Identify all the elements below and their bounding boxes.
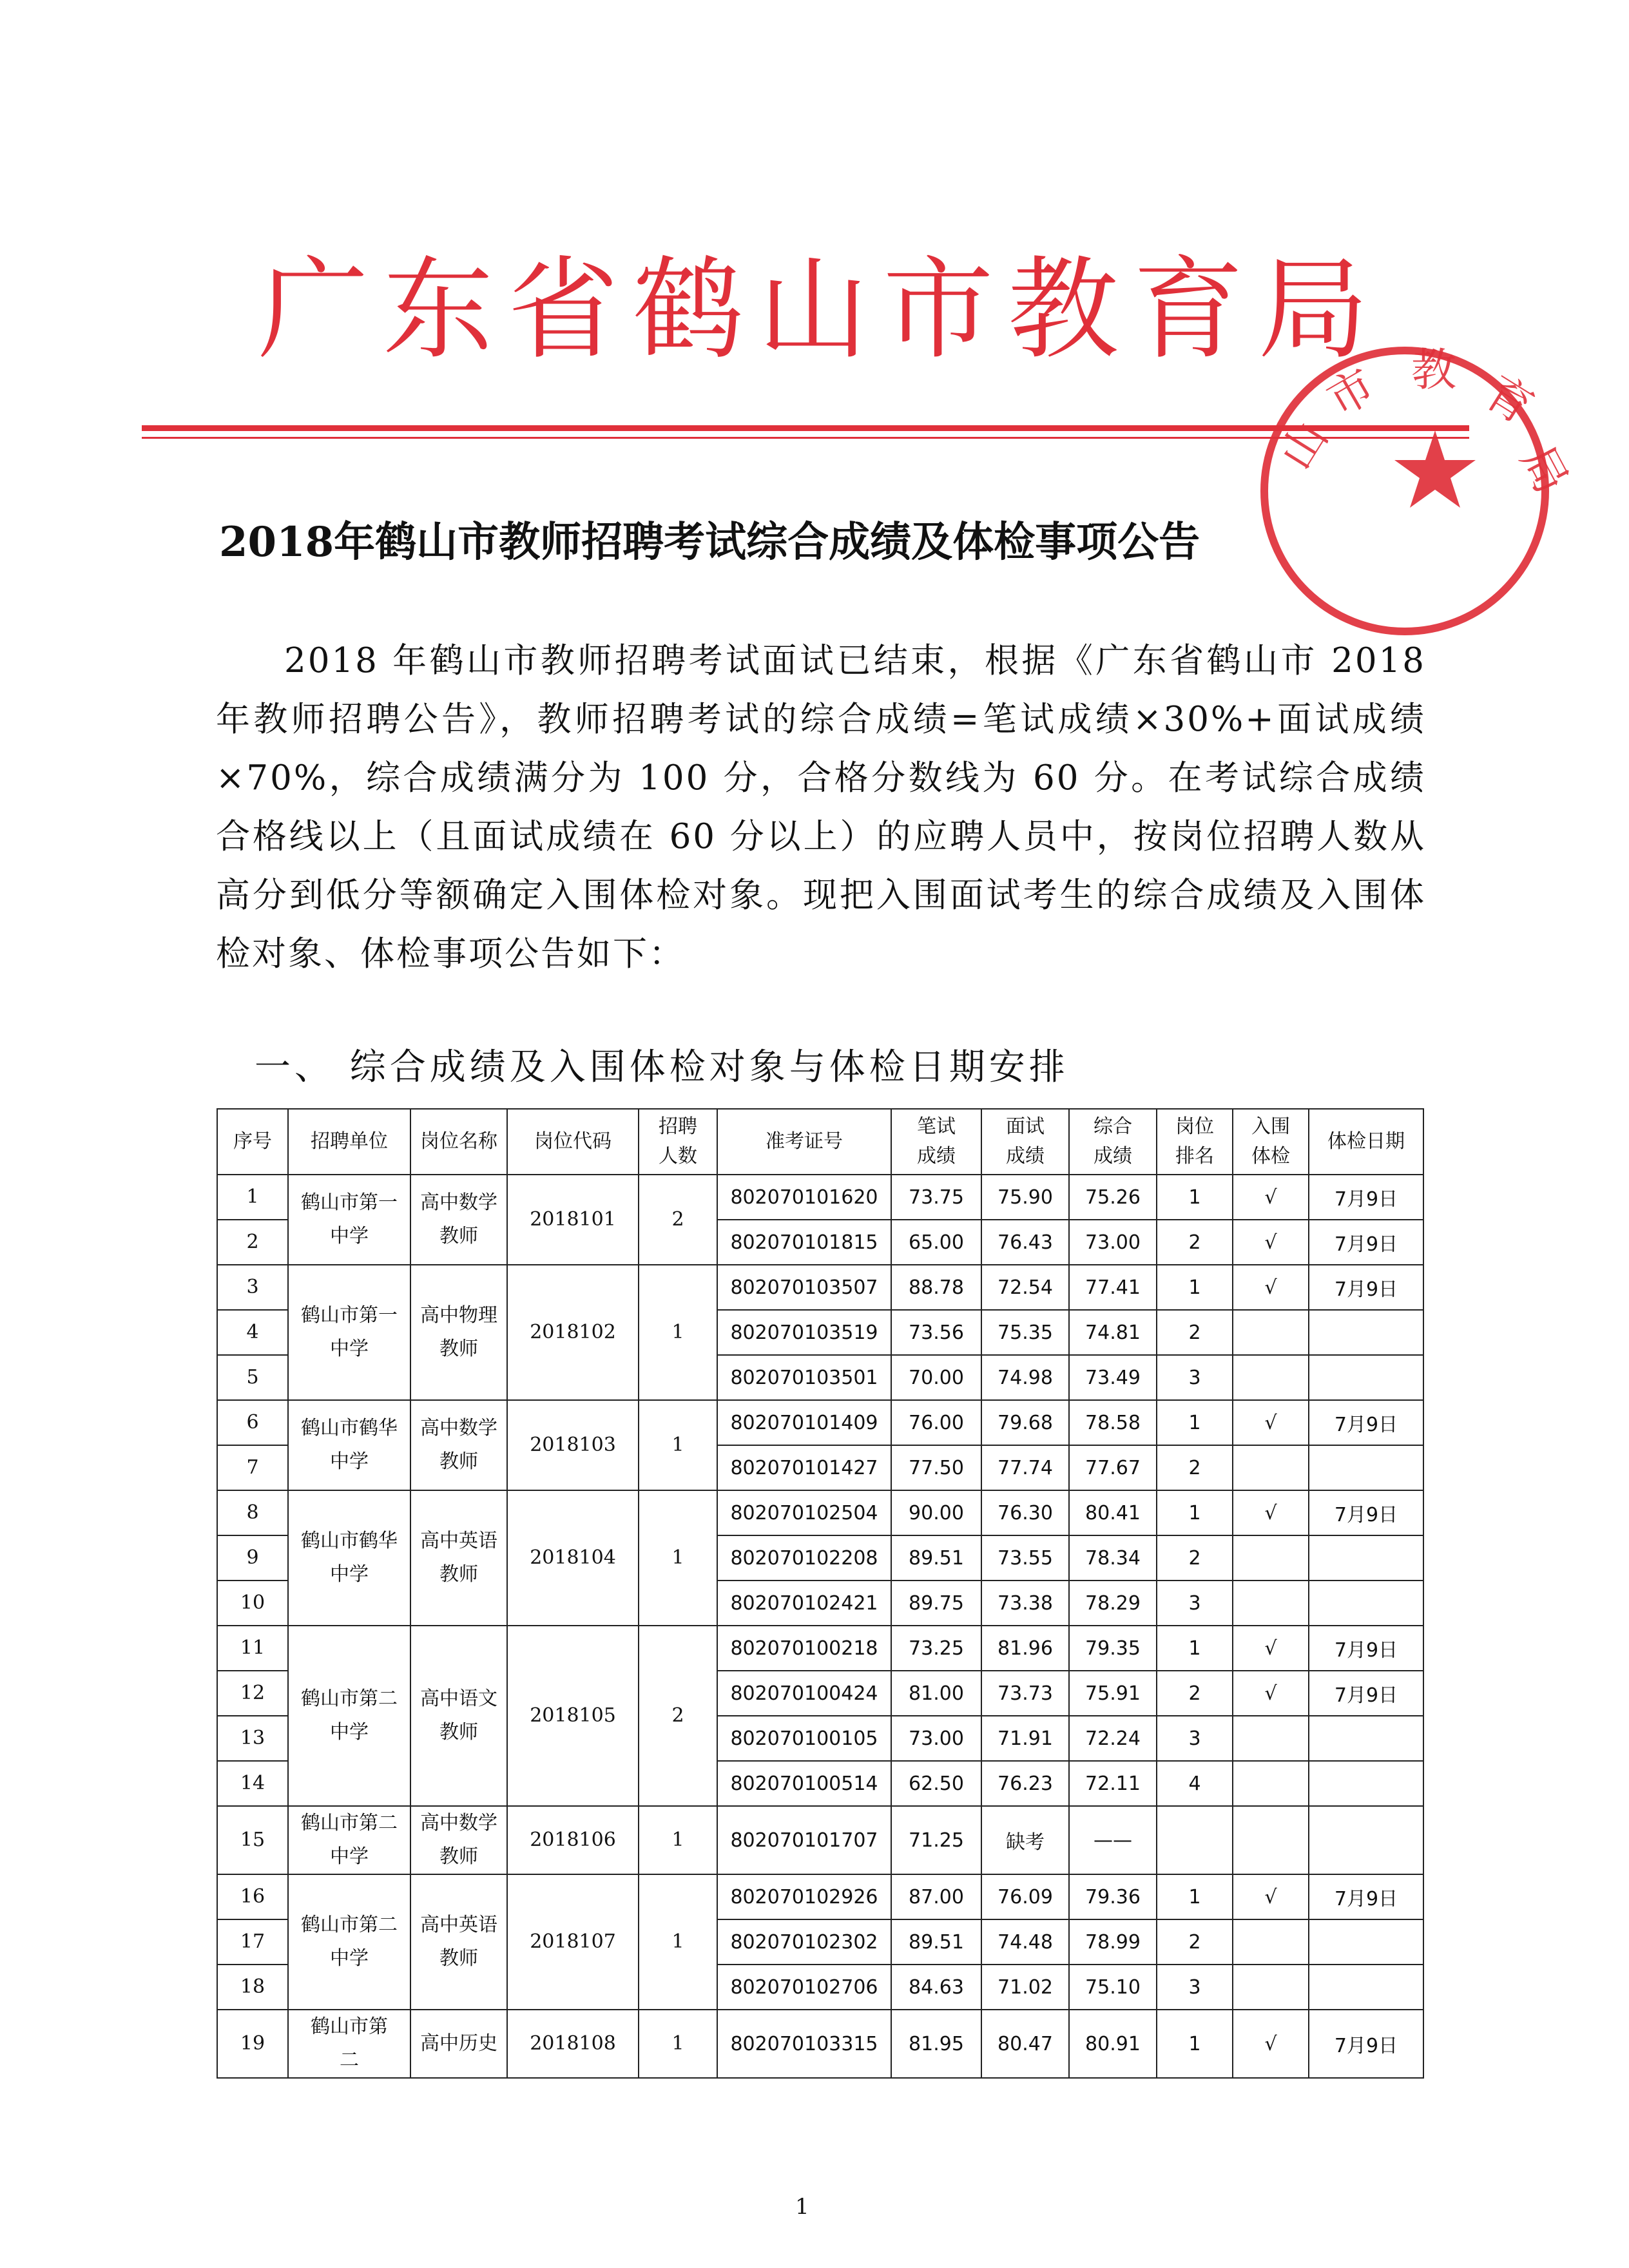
rank-cell: 1 — [1157, 1626, 1233, 1671]
rank-cell: 3 — [1157, 1355, 1233, 1400]
check-cell: √ — [1233, 1671, 1309, 1716]
date-cell: 7月9日 — [1309, 1400, 1423, 1445]
interview-score-cell: 81.96 — [981, 1626, 1069, 1671]
table-header-row — [217, 1109, 1423, 1175]
check-cell — [1233, 1310, 1309, 1355]
table-row — [217, 1874, 1423, 1919]
header-rank: 岗位 排名 — [1157, 1109, 1233, 1175]
written-score-cell: 89.51 — [891, 1919, 981, 1965]
interview-score-cell: 73.73 — [981, 1671, 1069, 1716]
code-cell: 2018108 — [507, 2010, 639, 2078]
exam-id-cell: 802070103501 — [717, 1355, 891, 1400]
total-score-cell: 78.99 — [1069, 1919, 1157, 1965]
table-row — [217, 2010, 1423, 2078]
rank-cell: 1 — [1157, 1265, 1233, 1310]
exam-id-cell: 802070102706 — [717, 1965, 891, 2010]
written-score-cell: 73.25 — [891, 1626, 981, 1671]
unit-cell: 鹤山市鹤华 中学 — [288, 1490, 410, 1626]
date-cell: 7月9日 — [1309, 1671, 1423, 1716]
table-row — [217, 1400, 1423, 1445]
exam-id-cell: 802070102504 — [717, 1490, 891, 1535]
interview-score-cell: 缺考 — [981, 1806, 1069, 1874]
interview-score-cell: 76.23 — [981, 1761, 1069, 1806]
quota-cell: 1 — [639, 1874, 717, 2010]
position-cell: 高中语文 教师 — [410, 1626, 507, 1806]
code-cell: 2018107 — [507, 1874, 639, 2010]
table-row — [217, 1626, 1423, 1671]
official-seal — [1211, 309, 1598, 651]
check-cell: √ — [1233, 2010, 1309, 2078]
interview-score-cell: 79.68 — [981, 1400, 1069, 1445]
rank-cell: 2 — [1157, 1535, 1233, 1581]
total-score-cell: 75.26 — [1069, 1175, 1157, 1220]
exam-id-cell: 802070101409 — [717, 1400, 891, 1445]
header-interview: 面试 成绩 — [981, 1109, 1069, 1175]
row-number-cell: 13 — [217, 1716, 288, 1761]
interview-score-cell: 76.09 — [981, 1874, 1069, 1919]
row-number-cell: 6 — [217, 1400, 288, 1445]
date-cell — [1309, 1310, 1423, 1355]
total-score-cell: 77.67 — [1069, 1445, 1157, 1490]
unit-cell: 鹤山市第 二 — [288, 2010, 410, 2078]
position-cell: 高中物理 教师 — [410, 1265, 507, 1400]
total-score-cell: 77.41 — [1069, 1265, 1157, 1310]
exam-id-cell: 802070102421 — [717, 1581, 891, 1626]
check-cell — [1233, 1581, 1309, 1626]
table-row — [217, 1175, 1423, 1220]
letterhead-title: 广东省鹤山市教育局 — [258, 245, 1383, 374]
header-position: 岗位名称 — [410, 1109, 507, 1175]
table-row — [217, 1806, 1423, 1874]
total-score-cell: —— — [1069, 1806, 1157, 1874]
written-score-cell: 65.00 — [891, 1220, 981, 1265]
written-score-cell: 81.95 — [891, 2010, 981, 2078]
rank-cell: 3 — [1157, 1965, 1233, 2010]
written-score-cell: 73.56 — [891, 1310, 981, 1355]
total-score-cell: 75.91 — [1069, 1671, 1157, 1716]
exam-id-cell: 802070103507 — [717, 1265, 891, 1310]
written-score-cell: 84.63 — [891, 1965, 981, 2010]
check-cell — [1233, 1806, 1309, 1874]
total-score-cell: 79.36 — [1069, 1874, 1157, 1919]
written-score-cell: 71.25 — [891, 1806, 981, 1874]
row-number-cell: 7 — [217, 1445, 288, 1490]
position-cell: 高中数学 教师 — [410, 1806, 507, 1874]
row-number-cell: 2 — [217, 1220, 288, 1265]
position-cell: 高中数学 教师 — [410, 1400, 507, 1490]
exam-id-cell: 802070102302 — [717, 1919, 891, 1965]
header-unit: 招聘单位 — [288, 1109, 410, 1175]
check-cell: √ — [1233, 1265, 1309, 1310]
row-number-cell: 1 — [217, 1175, 288, 1220]
total-score-cell: 74.81 — [1069, 1310, 1157, 1355]
date-cell — [1309, 1581, 1423, 1626]
total-score-cell: 78.29 — [1069, 1581, 1157, 1626]
rank-cell: 2 — [1157, 1445, 1233, 1490]
code-cell: 2018106 — [507, 1806, 639, 1874]
total-score-cell: 75.10 — [1069, 1965, 1157, 2010]
check-cell: √ — [1233, 1220, 1309, 1265]
quota-cell: 1 — [639, 1400, 717, 1490]
date-cell: 7月9日 — [1309, 1220, 1423, 1265]
written-score-cell: 76.00 — [891, 1400, 981, 1445]
rank-cell: 1 — [1157, 1490, 1233, 1535]
unit-cell: 鹤山市鹤华 中学 — [288, 1400, 410, 1490]
written-score-cell: 89.51 — [891, 1535, 981, 1581]
exam-id-cell: 802070102208 — [717, 1535, 891, 1581]
check-cell: √ — [1233, 1874, 1309, 1919]
interview-score-cell: 71.91 — [981, 1716, 1069, 1761]
written-score-cell: 73.75 — [891, 1175, 981, 1220]
row-number-cell: 9 — [217, 1535, 288, 1581]
exam-id-cell: 802070102926 — [717, 1874, 891, 1919]
quota-cell: 1 — [639, 1490, 717, 1626]
check-cell — [1233, 1761, 1309, 1806]
check-cell: √ — [1233, 1490, 1309, 1535]
rank-cell: 4 — [1157, 1761, 1233, 1806]
exam-id-cell: 802070103519 — [717, 1310, 891, 1355]
rank-cell: 3 — [1157, 1581, 1233, 1626]
body-paragraph: 2018 年鹤山市教师招聘考试面试已结束，根据《广东省鹤山市 2018 年教师招聘公告》，教师招聘考试的综合成绩=笔试成绩×30%+面试成绩×70%，综合成绩满分为 100 分，合格分数线为 60 分。在考试综合成绩合格线以上（且面试成绩在 60 分以上）的应聘人员中，按岗位招聘人数从高分到低分等额确定入围体检对象。现把入围面试考生的综合成绩及入围体检对象、体检事项公告如下： — [216, 641, 1426, 974]
written-score-cell: 89.75 — [891, 1581, 981, 1626]
written-score-cell: 73.00 — [891, 1716, 981, 1761]
total-score-cell: 80.41 — [1069, 1490, 1157, 1535]
date-cell: 7月9日 — [1309, 1874, 1423, 1919]
date-cell — [1309, 1919, 1423, 1965]
document-title: 2018年鹤山市教师招聘考试综合成绩及体检事项公告 — [219, 518, 1200, 566]
interview-score-cell: 80.47 — [981, 2010, 1069, 2078]
rank-cell: 3 — [1157, 1716, 1233, 1761]
interview-score-cell: 75.35 — [981, 1310, 1069, 1355]
row-number-cell: 16 — [217, 1874, 288, 1919]
code-cell: 2018105 — [507, 1626, 639, 1806]
total-score-cell: 73.00 — [1069, 1220, 1157, 1265]
unit-cell: 鹤山市第二 中学 — [288, 1874, 410, 2010]
date-cell: 7月9日 — [1309, 1626, 1423, 1671]
header-total: 综合 成绩 — [1069, 1109, 1157, 1175]
quota-cell: 2 — [639, 1626, 717, 1806]
quota-cell: 1 — [639, 2010, 717, 2078]
date-cell: 7月9日 — [1309, 1490, 1423, 1535]
check-cell — [1233, 1965, 1309, 2010]
header-check: 入围 体检 — [1233, 1109, 1309, 1175]
written-score-cell: 88.78 — [891, 1265, 981, 1310]
total-score-cell: 72.24 — [1069, 1716, 1157, 1761]
row-number-cell: 5 — [217, 1355, 288, 1400]
row-number-cell: 10 — [217, 1581, 288, 1626]
exam-id-cell: 802070101707 — [717, 1806, 891, 1874]
unit-cell: 鹤山市第二 中学 — [288, 1626, 410, 1806]
section-heading: 一、 综合成绩及入围体检对象与体检日期安排 — [255, 1046, 1069, 1088]
unit-cell: 鹤山市第一 中学 — [288, 1175, 410, 1265]
unit-cell: 鹤山市第一 中学 — [288, 1265, 410, 1400]
row-number-cell: 17 — [217, 1919, 288, 1965]
row-number-cell: 4 — [217, 1310, 288, 1355]
date-cell — [1309, 1355, 1423, 1400]
interview-score-cell: 76.43 — [981, 1220, 1069, 1265]
written-score-cell: 62.50 — [891, 1761, 981, 1806]
row-number-cell: 15 — [217, 1806, 288, 1874]
total-score-cell: 72.11 — [1069, 1761, 1157, 1806]
date-cell: 7月9日 — [1309, 1175, 1423, 1220]
interview-score-cell: 73.55 — [981, 1535, 1069, 1581]
date-cell: 7月9日 — [1309, 1265, 1423, 1310]
date-cell — [1309, 1445, 1423, 1490]
svg-text:育: 育 — [1476, 365, 1543, 435]
table-row — [217, 1490, 1423, 1535]
svg-text:教: 教 — [1411, 343, 1456, 396]
interview-score-cell: 74.98 — [981, 1355, 1069, 1400]
rank-cell: 1 — [1157, 1874, 1233, 1919]
interview-score-cell: 72.54 — [981, 1265, 1069, 1310]
total-score-cell: 79.35 — [1069, 1626, 1157, 1671]
written-score-cell: 87.00 — [891, 1874, 981, 1919]
date-cell — [1309, 1535, 1423, 1581]
interview-score-cell: 74.48 — [981, 1919, 1069, 1965]
check-cell: √ — [1233, 1400, 1309, 1445]
header-written: 笔试 成绩 — [891, 1109, 981, 1175]
row-number-cell: 3 — [217, 1265, 288, 1310]
exam-id-cell: 802070100514 — [717, 1761, 891, 1806]
page-number: 1 — [795, 2194, 809, 2220]
table-body — [217, 1175, 1423, 2078]
header-date: 体检日期 — [1309, 1109, 1423, 1175]
check-cell — [1233, 1445, 1309, 1490]
interview-score-cell: 71.02 — [981, 1965, 1069, 2010]
quota-cell: 1 — [639, 1806, 717, 1874]
code-cell: 2018101 — [507, 1175, 639, 1265]
quota-cell: 1 — [639, 1265, 717, 1400]
rank-cell: 2 — [1157, 1310, 1233, 1355]
exam-id-cell: 802070100424 — [717, 1671, 891, 1716]
exam-id-cell: 802070100218 — [717, 1626, 891, 1671]
rank-cell: 2 — [1157, 1919, 1233, 1965]
rank-cell: 2 — [1157, 1220, 1233, 1265]
position-cell: 高中英语 教师 — [410, 1874, 507, 2010]
written-score-cell: 70.00 — [891, 1355, 981, 1400]
date-cell — [1309, 1761, 1423, 1806]
date-cell — [1309, 1806, 1423, 1874]
table-row — [217, 1265, 1423, 1310]
row-number-cell: 18 — [217, 1965, 288, 2010]
header-no: 序号 — [217, 1109, 288, 1175]
date-cell — [1309, 1716, 1423, 1761]
svg-text:局: 局 — [1510, 437, 1579, 502]
rank-cell: 1 — [1157, 1400, 1233, 1445]
header-exam-id: 准考证号 — [717, 1109, 891, 1175]
check-cell — [1233, 1716, 1309, 1761]
date-cell — [1309, 1965, 1423, 2010]
code-cell: 2018104 — [507, 1490, 639, 1626]
check-cell — [1233, 1535, 1309, 1581]
code-cell: 2018102 — [507, 1265, 639, 1400]
exam-id-cell: 802070100105 — [717, 1716, 891, 1761]
row-number-cell: 12 — [217, 1671, 288, 1716]
written-score-cell: 81.00 — [891, 1671, 981, 1716]
exam-id-cell: 802070103315 — [717, 2010, 891, 2078]
total-score-cell: 78.58 — [1069, 1400, 1157, 1445]
rank-cell — [1157, 1806, 1233, 1874]
interview-score-cell: 75.90 — [981, 1175, 1069, 1220]
total-score-cell: 80.91 — [1069, 2010, 1157, 2078]
unit-cell: 鹤山市第二 中学 — [288, 1806, 410, 1874]
score-table — [217, 1108, 1424, 2079]
svg-text:市: 市 — [1318, 358, 1384, 427]
interview-score-cell: 73.38 — [981, 1581, 1069, 1626]
row-number-cell: 8 — [217, 1490, 288, 1535]
header-code: 岗位代码 — [507, 1109, 639, 1175]
quota-cell: 2 — [639, 1175, 717, 1265]
total-score-cell: 73.49 — [1069, 1355, 1157, 1400]
row-number-cell: 11 — [217, 1626, 288, 1671]
svg-text:山: 山 — [1269, 412, 1338, 479]
header-quota: 招聘 人数 — [639, 1109, 717, 1175]
interview-score-cell: 76.30 — [981, 1490, 1069, 1535]
exam-id-cell: 802070101620 — [717, 1175, 891, 1220]
exam-id-cell: 802070101815 — [717, 1220, 891, 1265]
total-score-cell: 78.34 — [1069, 1535, 1157, 1581]
date-cell: 7月9日 — [1309, 2010, 1423, 2078]
check-cell: √ — [1233, 1626, 1309, 1671]
check-cell — [1233, 1919, 1309, 1965]
rank-cell: 1 — [1157, 2010, 1233, 2078]
row-number-cell: 14 — [217, 1761, 288, 1806]
position-cell: 高中英语 教师 — [410, 1490, 507, 1626]
interview-score-cell: 77.74 — [981, 1445, 1069, 1490]
exam-id-cell: 802070101427 — [717, 1445, 891, 1490]
position-cell: 高中数学 教师 — [410, 1175, 507, 1265]
check-cell — [1233, 1355, 1309, 1400]
rank-cell: 2 — [1157, 1671, 1233, 1716]
position-cell: 高中历史 — [410, 2010, 507, 2078]
written-score-cell: 90.00 — [891, 1490, 981, 1535]
rank-cell: 1 — [1157, 1175, 1233, 1220]
row-number-cell: 19 — [217, 2010, 288, 2078]
check-cell: √ — [1233, 1175, 1309, 1220]
code-cell: 2018103 — [507, 1400, 639, 1490]
written-score-cell: 77.50 — [891, 1445, 981, 1490]
